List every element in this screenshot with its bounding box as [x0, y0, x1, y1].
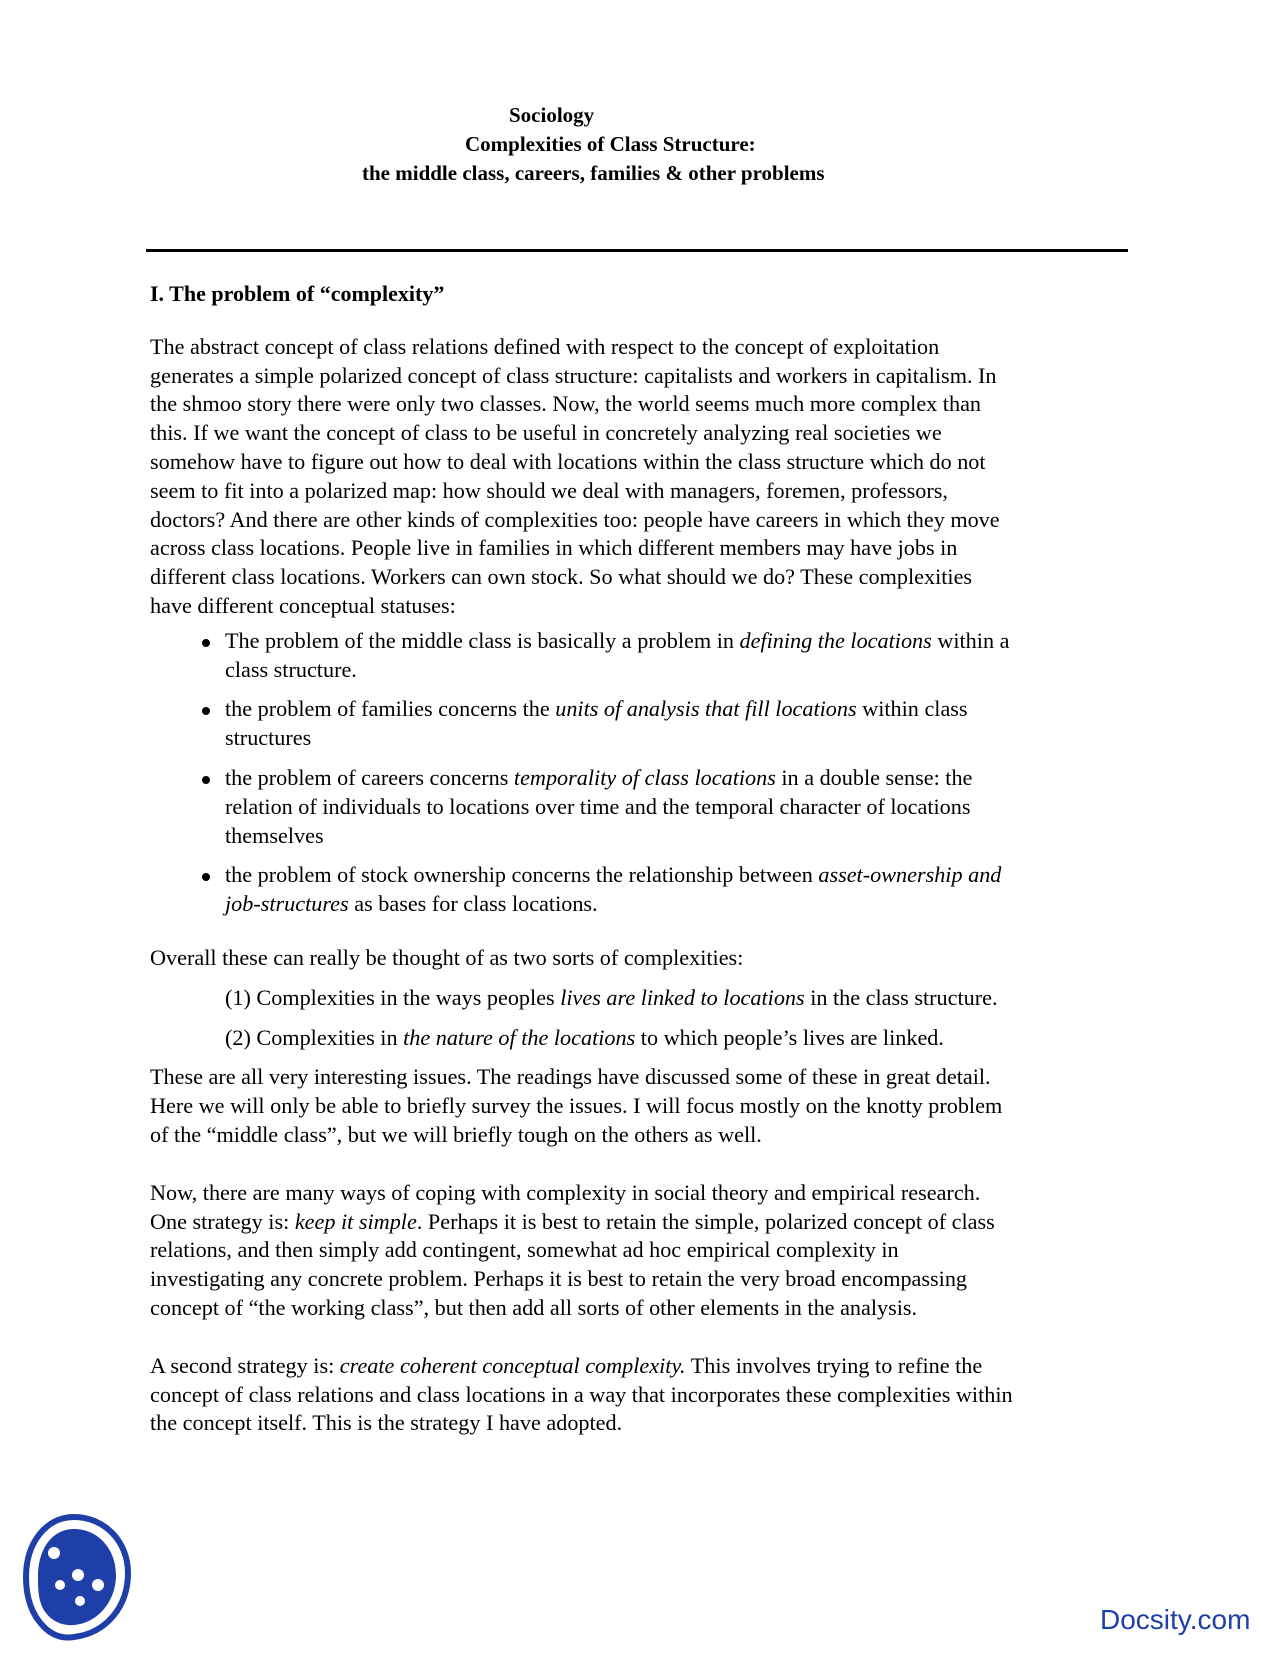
section-heading: I. The problem of “complexity”: [150, 281, 445, 306]
docsity-logo-icon[interactable]: [22, 1513, 132, 1641]
overall-paragraph: Overall these can really be thought of as two sorts of complexities:: [150, 944, 744, 970]
bullet-icon: [202, 707, 210, 715]
strategy-two-paragraph: A second strategy is: create coherent conceptual complexity. This involves trying to refine the concept of class relations and class locations in a way that incorporates these complexities within the concept itself. This is the strategy I have adopted.: [150, 1352, 1013, 1436]
document-body: [150, 280, 1130, 1438]
document-subtitle: the middle class, careers, families & other problems: [362, 161, 825, 185]
title-divider: [146, 249, 1128, 252]
list-item: The problem of the middle class is basically a problem in defining the locations within a class structure.: [150, 627, 1130, 685]
bullet-icon: [202, 873, 210, 881]
list-item: the problem of families concerns the units of analysis that fill locations within class structures: [150, 695, 1130, 753]
strategy-one-paragraph: Now, there are many ways of coping with complexity in social theory and empirical research. One strategy is: keep it simple. Perhaps it is best to retain the simple, polarized concept of class relations, and then simply add contingent, somewhat ad hoc empirical complexity in investigating any concrete problem. Perhaps it is best to retain the very broad encompassing concept of “the working class”, but then add all sorts of other elements in the analysis.: [150, 1179, 995, 1320]
complexity-list: [150, 627, 1130, 919]
issues-paragraph: These are all very interesting issues. The readings have discussed some of these in great detail. Here we will only be able to briefly survey the issues. I will focus mostly on the knotty problem of the “middle class”, but we will briefly tough on the others as well.: [150, 1064, 1003, 1147]
numbered-item: (1) Complexities in the ways peoples lives are linked to locations in the class structure.: [225, 984, 998, 1010]
list-item: the problem of careers concerns temporality of class locations in a double sense: the relation of individuals to locations over time and the temporal character of locations themselves: [150, 764, 1130, 850]
intro-paragraph: The abstract concept of class relations defined with respect to the concept of exploitation generates a simple polarized concept of class structure: capitalists and workers in capitalism. In the shmoo story there were only two classes. Now, the world seems much more complex than this. If we want the concept of class to be useful in concretely analyzing real societies we somehow have to figure out how to deal with locations within the class structure which do not seem to fit into a polarized map: how should we deal with managers, foremen, professors, doctors? And there are other kinds of complexities too: people have careers in which they move across class locations. People live in families in which different members may have jobs in different class locations. Workers can own stock. So what should we do? These complexities have different conceptual statuses:: [150, 333, 1000, 618]
document-title: Complexities of Class Structure:: [465, 132, 756, 156]
docsity-brand-link[interactable]: Docsity.com: [1100, 1604, 1251, 1635]
numbered-item: (2) Complexities in the nature of the locations to which people’s lives are linked.: [225, 1024, 944, 1050]
course-subject: Sociology: [509, 103, 595, 127]
bullet-icon: [202, 639, 210, 647]
list-item: the problem of stock ownership concerns the relationship between asset-ownership and job-structures as bases for class locations.: [150, 861, 1130, 919]
bullet-icon: [202, 776, 210, 784]
